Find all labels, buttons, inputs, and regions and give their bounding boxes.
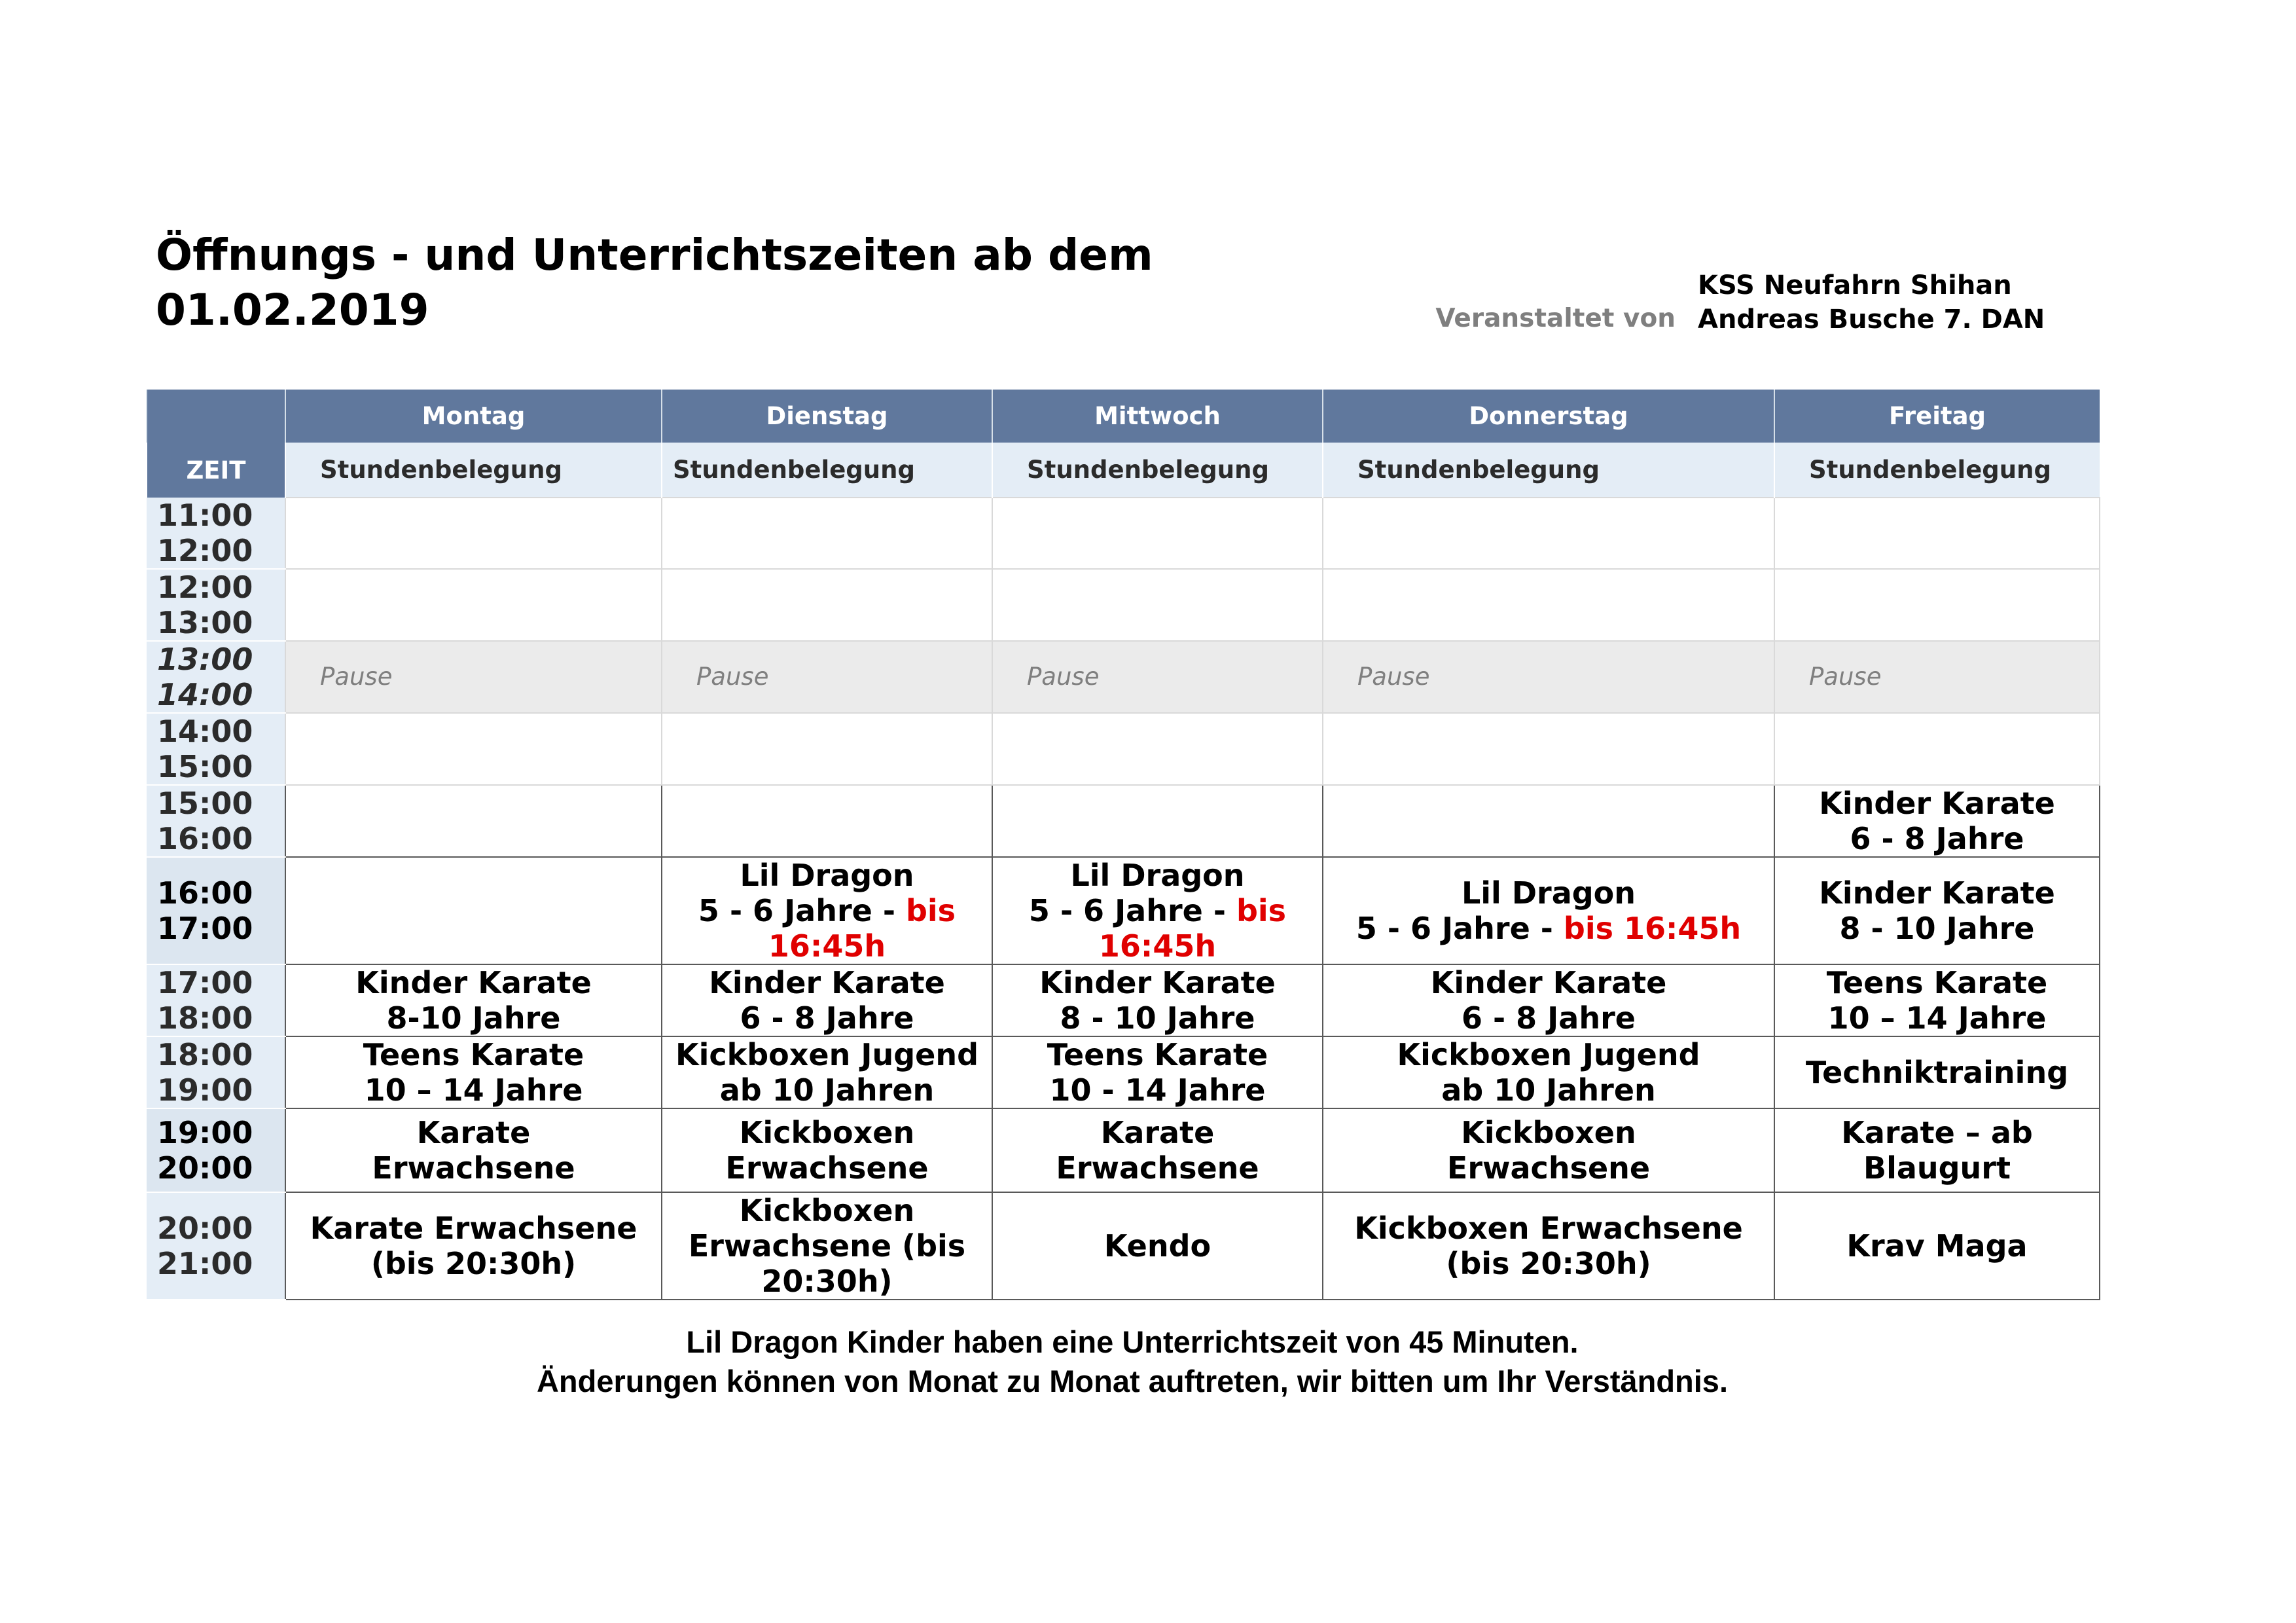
class-cell: Kinder Karate 8 - 10 Jahre (992, 964, 1323, 1036)
class-cell: Kickboxen Jugend ab 10 Jahren (662, 1036, 992, 1108)
time-slot: 19:00 20:00 (147, 1108, 285, 1192)
schedule-cell (662, 785, 992, 857)
class-cell: Karate Erwachsene (285, 1108, 662, 1192)
day-thursday: Donnerstag (1323, 390, 1774, 443)
schedule-cell (1323, 785, 1774, 857)
subheader-thursday: Stundenbelegung (1323, 443, 1774, 498)
schedule-cell (992, 569, 1323, 641)
time-slot: 13:00 14:00 (147, 641, 285, 713)
schedule-cell (1774, 498, 2100, 569)
class-cell: Krav Maga (1774, 1192, 2100, 1300)
table-row (147, 1108, 2100, 1192)
pause-row (147, 641, 2100, 713)
day-monday: Montag (285, 390, 662, 443)
class-cell: Techniktraining (1774, 1036, 2100, 1108)
corner-cell (147, 390, 285, 443)
subheader-tuesday: Stundenbelegung (662, 443, 992, 498)
class-cell: Teens Karate 10 – 14 Jahre (285, 1036, 662, 1108)
class-cell: Karate Erwachsene (992, 1108, 1323, 1192)
pause-cell: Pause (1323, 641, 1774, 713)
day-wednesday: Mittwoch (992, 390, 1323, 443)
class-cell: Karate Erwachsene (bis 20:30h) (285, 1192, 662, 1300)
class-cell: Teens Karate 10 – 14 Jahre (1774, 964, 2100, 1036)
table-row (147, 569, 2100, 641)
day-friday: Freitag (1774, 390, 2100, 443)
schedule-cell (662, 713, 992, 785)
class-cell: Kinder Karate 6 - 8 Jahre (1774, 785, 2100, 857)
class-cell: Lil Dragon 5 - 6 Jahre - bis 16:45h (1323, 857, 1774, 964)
class-cell: Kinder Karate 8 - 10 Jahre (1774, 857, 2100, 964)
time-slot: 12:00 13:00 (147, 569, 285, 641)
time-slot: 17:00 18:00 (147, 964, 285, 1036)
schedule-cell (285, 569, 662, 641)
day-header-row (147, 390, 2100, 443)
class-cell: Kickboxen Erwachsene (1323, 1108, 1774, 1192)
schedule-cell (662, 498, 992, 569)
time-slot: 14:00 15:00 (147, 713, 285, 785)
time-slot: 20:00 21:00 (147, 1192, 285, 1300)
schedule-cell (285, 713, 662, 785)
class-cell: Kendo (992, 1192, 1323, 1300)
pause-cell: Pause (992, 641, 1323, 713)
class-cell: Kickboxen Erwachsene (bis 20:30h) (662, 1192, 992, 1300)
organizer-name (1698, 268, 2221, 337)
class-cell: Kinder Karate 6 - 8 Jahre (1323, 964, 1774, 1036)
organizer-label: Veranstaltet von (1435, 304, 1676, 333)
schedule-cell (285, 857, 662, 964)
table-row (147, 1192, 2100, 1300)
table-row (147, 857, 2100, 964)
day-tuesday: Dienstag (662, 390, 992, 443)
schedule-cell (992, 498, 1323, 569)
organizer-line-2: Andreas Busche 7. DAN (1698, 304, 2045, 335)
time-column-header: ZEIT (147, 443, 285, 498)
class-cell: Kickboxen Erwachsene (bis 20:30h) (1323, 1192, 1774, 1300)
class-cell: Kinder Karate 6 - 8 Jahre (662, 964, 992, 1036)
schedule-cell (1323, 569, 1774, 641)
schedule-table (146, 390, 2100, 1300)
subheader-wednesday: Stundenbelegung (992, 443, 1323, 498)
subheader-row (147, 443, 2100, 498)
schedule-cell (1323, 498, 1774, 569)
class-cell: Karate – ab Blaugurt (1774, 1108, 2100, 1192)
time-slot: 15:00 16:00 (147, 785, 285, 857)
time-slot: 11:00 12:00 (147, 498, 285, 569)
pause-cell: Pause (1774, 641, 2100, 713)
organizer-line-1: KSS Neufahrn Shihan (1698, 270, 2012, 301)
schedule-cell (1774, 713, 2100, 785)
table-row (147, 964, 2100, 1036)
class-cell: Kinder Karate 8-10 Jahre (285, 964, 662, 1036)
schedule-cell (285, 785, 662, 857)
schedule-cell (1323, 713, 1774, 785)
table-row (147, 1036, 2100, 1108)
subheader-friday: Stundenbelegung (1774, 443, 2100, 498)
schedule-cell (1774, 569, 2100, 641)
time-slot: 18:00 19:00 (147, 1036, 285, 1108)
schedule-cell (992, 785, 1323, 857)
table-row (147, 498, 2100, 569)
schedule-cell (285, 498, 662, 569)
pause-cell: Pause (285, 641, 662, 713)
footer-line-1: Lil Dragon Kinder haben eine Unterrichtszeit von 45 Minuten. (686, 1324, 1579, 1359)
class-cell: Kickboxen Jugend ab 10 Jahren (1323, 1036, 1774, 1108)
pause-cell: Pause (662, 641, 992, 713)
class-cell: Kickboxen Erwachsene (662, 1108, 992, 1192)
subheader-monday: Stundenbelegung (285, 443, 662, 498)
time-slot: 16:00 17:00 (147, 857, 285, 964)
footer-note (393, 1322, 1872, 1401)
table-row (147, 785, 2100, 857)
table-row (147, 713, 2100, 785)
schedule-cell (662, 569, 992, 641)
class-cell: Lil Dragon 5 - 6 Jahre - bis 16:45h (662, 857, 992, 964)
schedule-cell (992, 713, 1323, 785)
class-cell: Lil Dragon 5 - 6 Jahre - bis 16:45h (992, 857, 1323, 964)
footer-line-2: Änderungen können von Monat zu Monat auftreten, wir bitten um Ihr Verständnis. (536, 1364, 1729, 1398)
page-title: Öffnungs - und Unterrichtszeiten ab dem 01.02.2019 (156, 230, 1153, 335)
class-cell: Teens Karate 10 - 14 Jahre (992, 1036, 1323, 1108)
